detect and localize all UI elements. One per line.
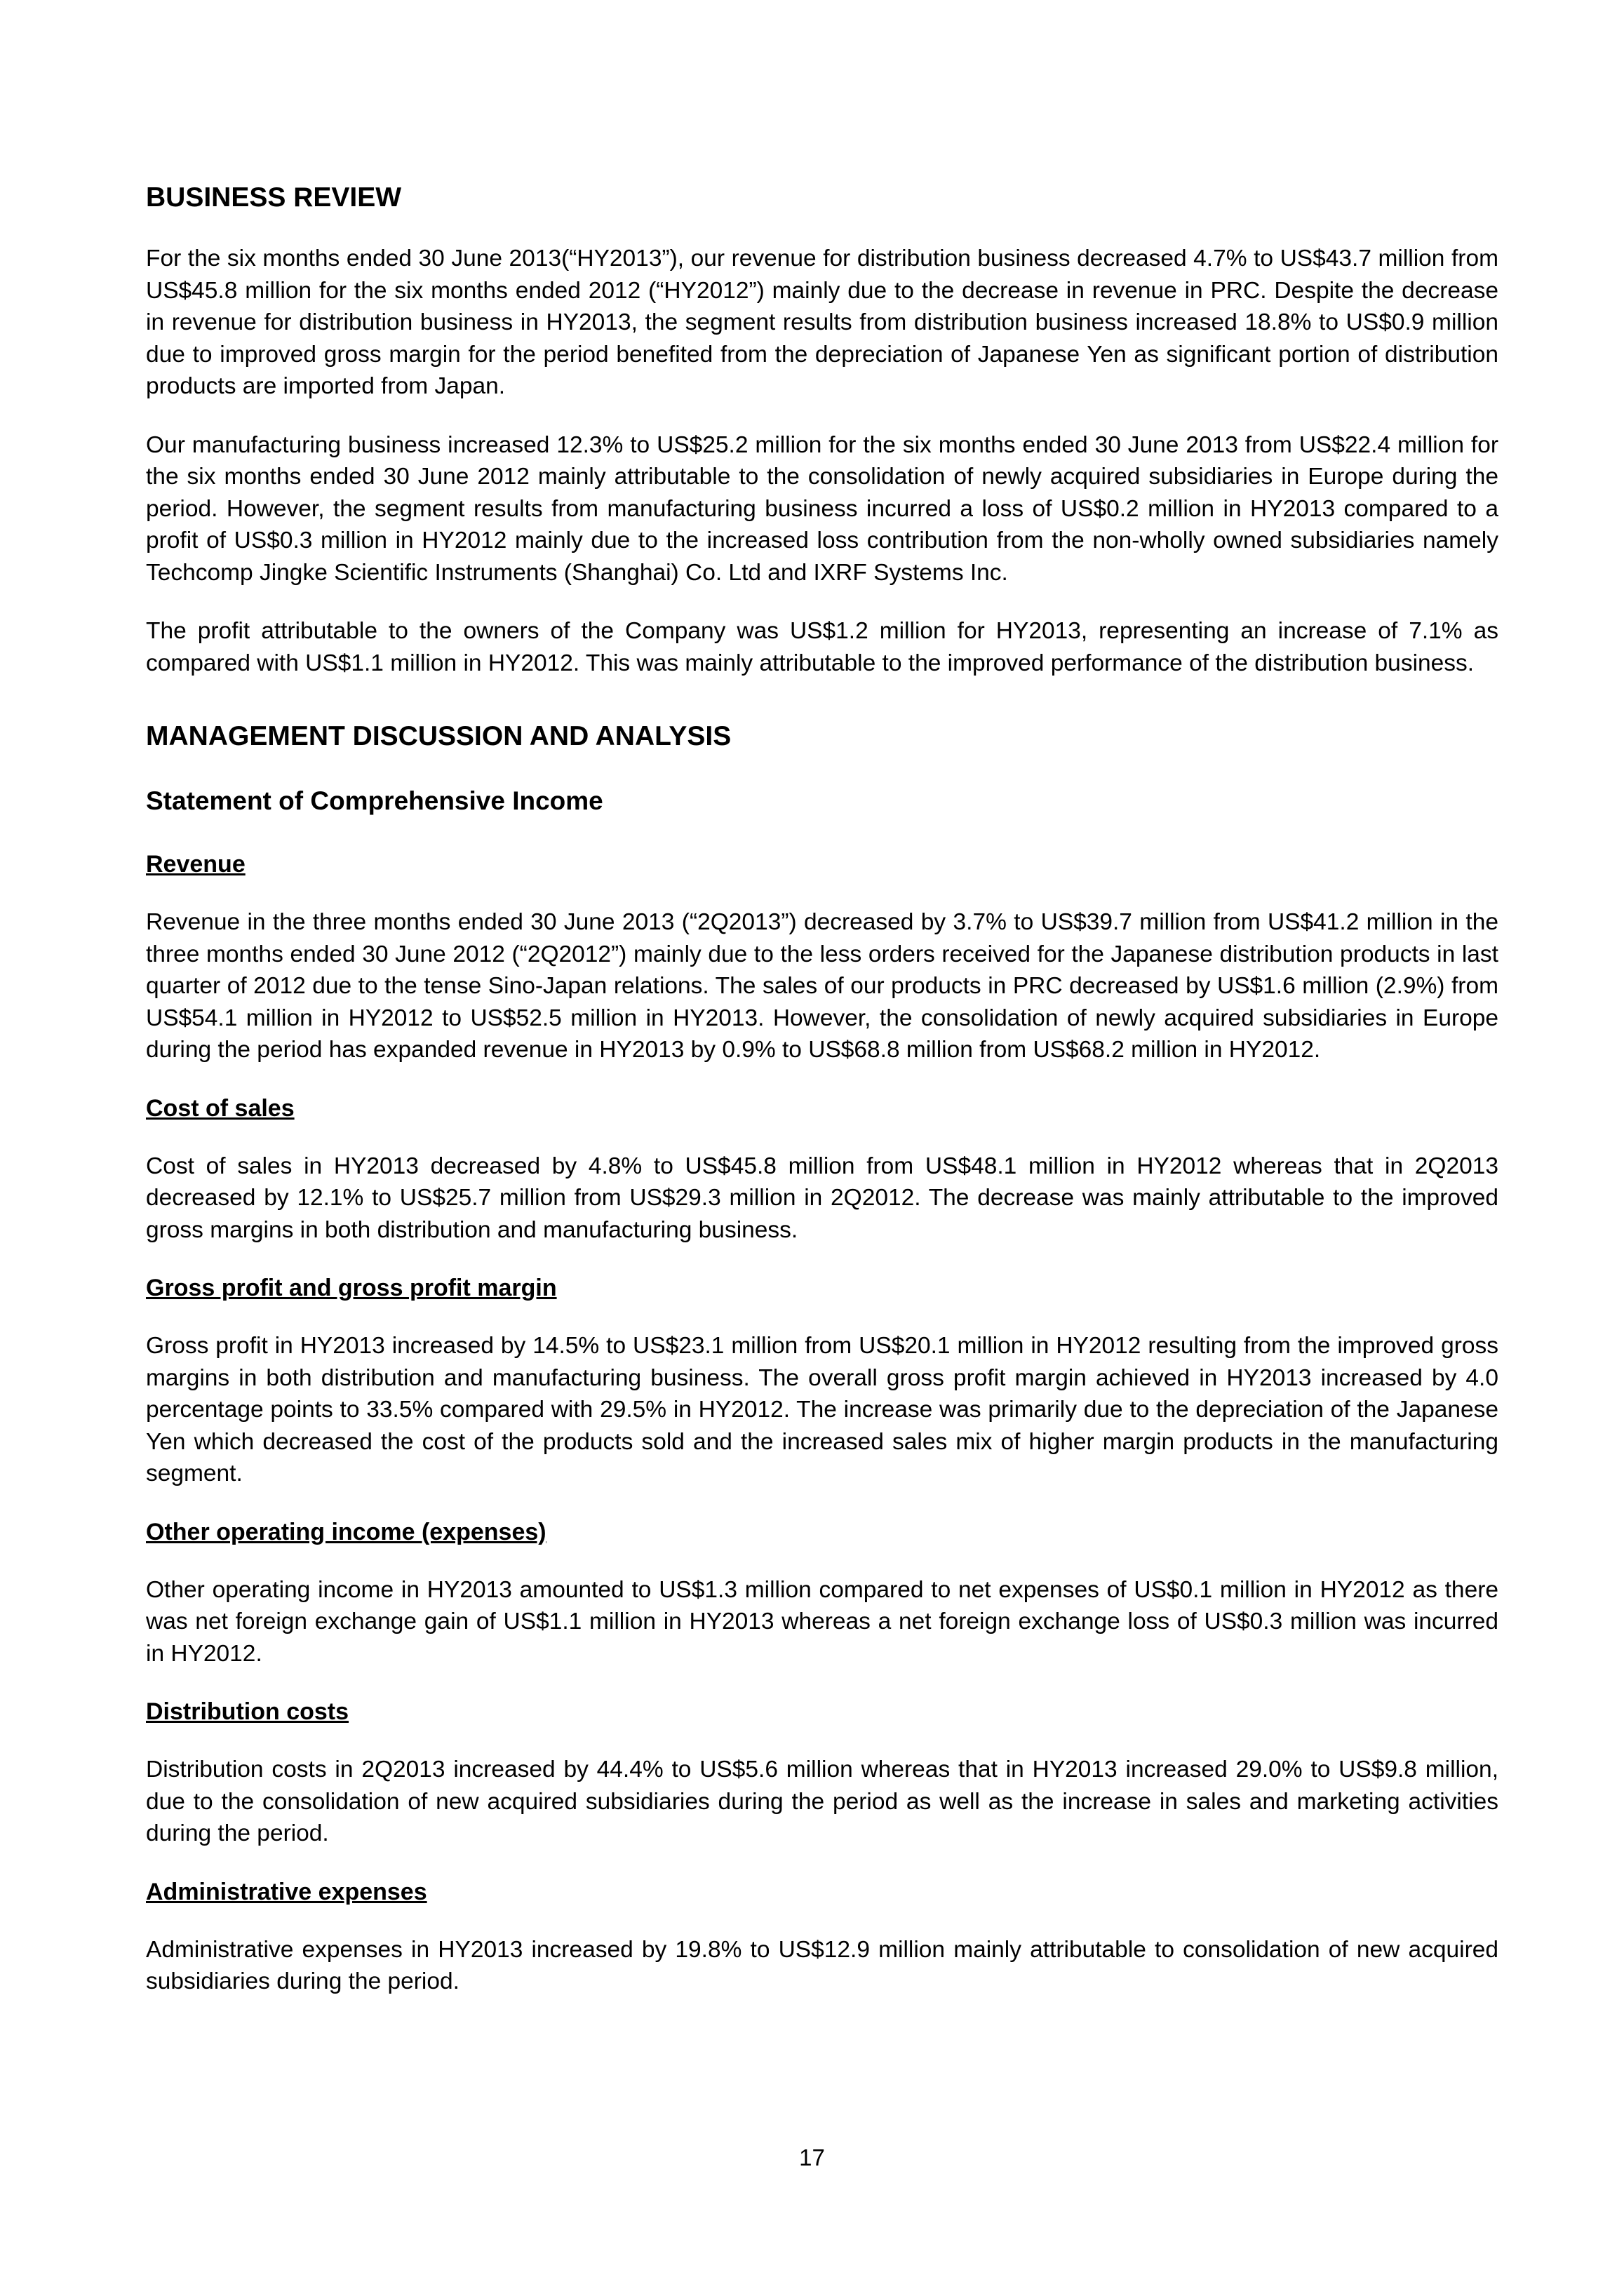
document-page	[146, 181, 1498, 1998]
revenue-heading: Revenue	[146, 851, 246, 878]
other-operating-income-heading: Other operating income (expenses)	[146, 1518, 546, 1545]
business-review-paragraph-2: Our manufacturing business increased 12.3% to US$25.2 million for the six months ended 30 June 2013 from US$22.4 million for the six months ended 30 June 2012 mainly attributable to the consolidation of newly acquired subsidiaries in Europe during the period. However, the segment results from manufacturing business incurred a loss of US$0.2 million in HY2013 compared to a profit of US$0.3 million in HY2012 mainly due to the increased loss contribution from the non-wholly owned subsidiaries namely Techcomp Jingke Scientific Instruments (Shanghai) Co. Ltd and IXRF Systems Inc.	[146, 431, 1498, 586]
cost-of-sales-heading: Cost of sales	[146, 1094, 295, 1122]
business-review-paragraph-3: The profit attributable to the owners of the Company was US$1.2 million for HY2013, representing an increase of 7.1% as compared with US$1.1 million in HY2012. This was mainly attributable to the improved performance of the distribution business.	[146, 618, 1498, 676]
gross-profit-heading: Gross profit and gross profit margin	[146, 1275, 557, 1301]
business-review-paragraph-1: For the six months ended 30 June 2013(“HY2013”), our revenue for distribution business decreased 4.7% to US$43.7 million from US$45.8 million for the six months ended 2012 (“HY2012”) mainly due to the decrease in revenue in PRC. Despite the decrease in revenue for distribution business in HY2013, the segment results from distribution business increased 18.8% to US$0.9 million due to improved gross margin for the period benefited from the depreciation of Japanese Yen as significant portion of distribution products are imported from Japan.	[146, 246, 1498, 399]
gross-profit-paragraph: Gross profit in HY2013 increased by 14.5% to US$23.1 million from US$20.1 million in HY2012 resulting from the improved gross margins in both distribution and manufacturing business. The overall gross profit margin achieved in HY2013 increased by 4.0 percentage points to 33.5% compared with 29.5% in HY2012. The increase was primarily due to the depreciation of the Japanese Yen which decreased the cost of the products sold and the increased sales mix of higher margin products in the manufacturing segment.	[146, 1333, 1498, 1486]
distribution-costs-paragraph: Distribution costs in 2Q2013 increased by 44.4% to US$5.6 million whereas that in HY2013 increased 29.0% to US$9.8 million, due to the consolidation of new acquired subsidiaries during the period as well as the increase in sales and marketing activities during the period.	[146, 1757, 1498, 1846]
administrative-expenses-paragraph: Administrative expenses in HY2013 increased by 19.8% to US$12.9 million mainly attributable to consolidation of new acquired subsidiaries during the period.	[146, 1936, 1498, 1994]
cost-of-sales-paragraph: Cost of sales in HY2013 decreased by 4.8% to US$45.8 million from US$48.1 million in HY2012 whereas that in 2Q2013 decreased by 12.1% to US$25.7 million from US$29.3 million in 2Q2012. The decrease was mainly attributable to the improved gross margins in both distribution and manufacturing business.	[146, 1153, 1498, 1243]
business-review-heading: BUSINESS REVIEW	[146, 182, 402, 213]
distribution-costs-heading: Distribution costs	[146, 1698, 349, 1725]
administrative-expenses-heading: Administrative expenses	[146, 1878, 427, 1905]
statement-of-comprehensive-income-heading: Statement of Comprehensive Income	[146, 786, 603, 815]
page-number: 17	[799, 2144, 825, 2170]
mda-heading: MANAGEMENT DISCUSSION AND ANALYSIS	[146, 721, 732, 751]
revenue-paragraph: Revenue in the three months ended 30 June 2013 (“2Q2013”) decreased by 3.7% to US$39.7 million from US$41.2 million in the three months ended 30 June 2012 (“2Q2012”) mainly due to the less orders received for the Japanese distribution products in last quarter of 2012 due to the tense Sino-Japan relations. The sales of our products in PRC decreased by US$1.6 million (2.9%) from US$54.1 million in HY2012 to US$52.5 million in HY2013. However, the consolidation of newly acquired subsidiaries in Europe during the period has expanded revenue in HY2013 by 0.9% to US$68.8 million from US$68.2 million in HY2012.	[146, 909, 1498, 1063]
other-operating-income-paragraph: Other operating income in HY2013 amounted to US$1.3 million compared to net expenses of US$0.1 million in HY2012 as there was net foreign exchange gain of US$1.1 million in HY2013 whereas a net foreign exchange loss of US$0.3 million was incurred in HY2012.	[146, 1576, 1498, 1667]
